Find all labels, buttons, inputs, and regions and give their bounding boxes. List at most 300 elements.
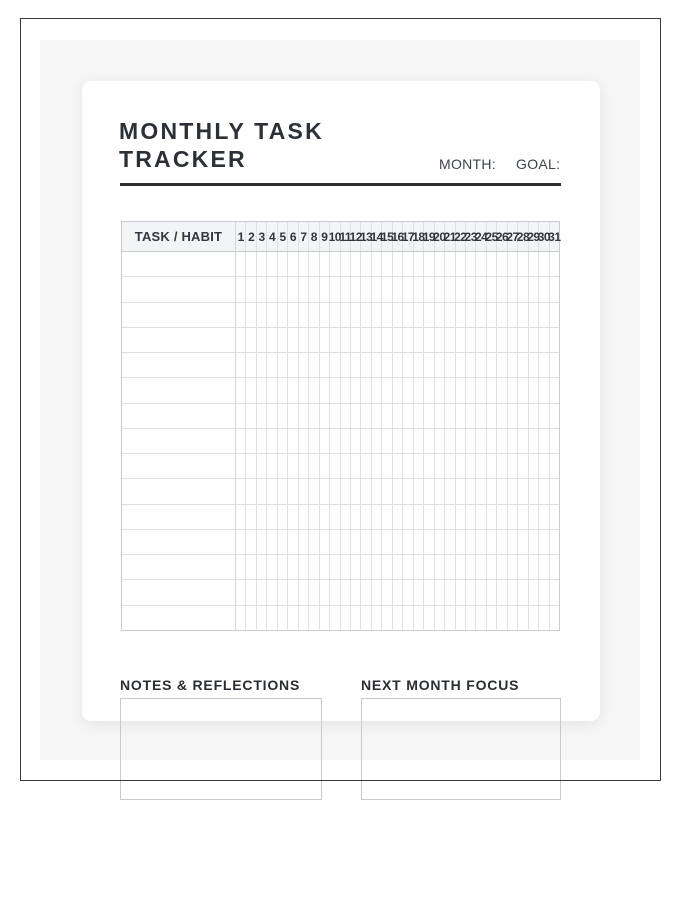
day-cell[interactable] xyxy=(278,479,288,503)
notes-write-box[interactable] xyxy=(120,698,322,800)
day-cell[interactable] xyxy=(456,479,466,503)
day-cell[interactable] xyxy=(435,505,445,529)
day-cell[interactable] xyxy=(497,606,507,630)
day-cell[interactable] xyxy=(361,580,371,604)
day-cell[interactable] xyxy=(476,328,486,352)
day-cell[interactable] xyxy=(299,580,309,604)
day-cell[interactable] xyxy=(518,454,528,478)
day-cell[interactable] xyxy=(351,252,361,276)
day-cell[interactable] xyxy=(320,530,330,554)
day-cell[interactable] xyxy=(309,353,319,377)
day-cell[interactable] xyxy=(487,479,497,503)
day-cell[interactable] xyxy=(550,252,559,276)
day-cell[interactable] xyxy=(497,530,507,554)
day-cell[interactable] xyxy=(476,429,486,453)
day-cell[interactable] xyxy=(372,429,382,453)
day-cell[interactable] xyxy=(508,454,518,478)
day-cell[interactable] xyxy=(424,252,434,276)
day-cell[interactable] xyxy=(435,454,445,478)
day-cell[interactable] xyxy=(257,277,267,301)
day-cell[interactable] xyxy=(299,479,309,503)
day-cell[interactable] xyxy=(278,404,288,428)
day-cell[interactable] xyxy=(246,606,256,630)
day-cell[interactable] xyxy=(372,555,382,579)
day-cell[interactable] xyxy=(288,252,298,276)
day-cell[interactable] xyxy=(539,404,549,428)
day-cell[interactable] xyxy=(351,454,361,478)
day-cell[interactable] xyxy=(414,277,424,301)
day-cell[interactable] xyxy=(393,580,403,604)
next-month-write-box[interactable] xyxy=(361,698,561,800)
day-cell[interactable] xyxy=(382,555,392,579)
day-cell[interactable] xyxy=(403,378,413,402)
day-cell[interactable] xyxy=(539,328,549,352)
day-cell[interactable] xyxy=(246,353,256,377)
day-cell[interactable] xyxy=(550,378,559,402)
day-cell[interactable] xyxy=(445,303,455,327)
day-cell[interactable] xyxy=(361,454,371,478)
day-cell[interactable] xyxy=(497,479,507,503)
day-cell[interactable] xyxy=(361,277,371,301)
day-cell[interactable] xyxy=(382,303,392,327)
day-cell[interactable] xyxy=(497,328,507,352)
day-cell[interactable] xyxy=(299,252,309,276)
day-cell[interactable] xyxy=(435,303,445,327)
day-cell[interactable] xyxy=(487,555,497,579)
day-cell[interactable] xyxy=(278,580,288,604)
day-cell[interactable] xyxy=(341,429,351,453)
day-cell[interactable] xyxy=(497,277,507,301)
day-cell[interactable] xyxy=(257,429,267,453)
day-cell[interactable] xyxy=(435,252,445,276)
day-cell[interactable] xyxy=(246,454,256,478)
day-cell[interactable] xyxy=(351,404,361,428)
day-cell[interactable] xyxy=(550,429,559,453)
day-cell[interactable] xyxy=(403,429,413,453)
day-cell[interactable] xyxy=(278,429,288,453)
day-cell[interactable] xyxy=(445,404,455,428)
day-cell[interactable] xyxy=(518,505,528,529)
day-cell[interactable] xyxy=(278,378,288,402)
day-cell[interactable] xyxy=(487,303,497,327)
day-cell[interactable] xyxy=(403,530,413,554)
day-cell[interactable] xyxy=(341,353,351,377)
day-cell[interactable] xyxy=(382,353,392,377)
day-cell[interactable] xyxy=(456,606,466,630)
day-cell[interactable] xyxy=(382,454,392,478)
day-cell[interactable] xyxy=(267,404,277,428)
day-cell[interactable] xyxy=(278,252,288,276)
day-cell[interactable] xyxy=(288,555,298,579)
day-cell[interactable] xyxy=(382,429,392,453)
day-cell[interactable] xyxy=(497,505,507,529)
day-cell[interactable] xyxy=(539,353,549,377)
day-cell[interactable] xyxy=(267,505,277,529)
day-cell[interactable] xyxy=(539,555,549,579)
day-cell[interactable] xyxy=(466,277,476,301)
day-cell[interactable] xyxy=(372,606,382,630)
day-cell[interactable] xyxy=(424,404,434,428)
day-cell[interactable] xyxy=(382,505,392,529)
day-cell[interactable] xyxy=(341,328,351,352)
day-cell[interactable] xyxy=(456,429,466,453)
day-cell[interactable] xyxy=(435,277,445,301)
day-cell[interactable] xyxy=(257,555,267,579)
day-cell[interactable] xyxy=(466,580,476,604)
day-cell[interactable] xyxy=(414,505,424,529)
day-cell[interactable] xyxy=(518,353,528,377)
day-cell[interactable] xyxy=(435,429,445,453)
day-cell[interactable] xyxy=(382,606,392,630)
day-cell[interactable] xyxy=(403,555,413,579)
day-cell[interactable] xyxy=(309,277,319,301)
day-cell[interactable] xyxy=(267,454,277,478)
day-cell[interactable] xyxy=(550,505,559,529)
day-cell[interactable] xyxy=(361,555,371,579)
day-cell[interactable] xyxy=(539,277,549,301)
day-cell[interactable] xyxy=(320,277,330,301)
day-cell[interactable] xyxy=(320,252,330,276)
day-cell[interactable] xyxy=(393,505,403,529)
day-cell[interactable] xyxy=(361,530,371,554)
day-cell[interactable] xyxy=(466,530,476,554)
day-cell[interactable] xyxy=(466,606,476,630)
day-cell[interactable] xyxy=(330,404,340,428)
day-cell[interactable] xyxy=(466,555,476,579)
day-cell[interactable] xyxy=(320,404,330,428)
day-cell[interactable] xyxy=(341,252,351,276)
day-cell[interactable] xyxy=(466,454,476,478)
day-cell[interactable] xyxy=(382,530,392,554)
day-cell[interactable] xyxy=(299,606,309,630)
day-cell[interactable] xyxy=(299,429,309,453)
day-cell[interactable] xyxy=(299,378,309,402)
day-cell[interactable] xyxy=(435,530,445,554)
day-cell[interactable] xyxy=(257,252,267,276)
day-cell[interactable] xyxy=(529,353,539,377)
day-cell[interactable] xyxy=(288,454,298,478)
day-cell[interactable] xyxy=(529,555,539,579)
day-cell[interactable] xyxy=(518,429,528,453)
task-name-cell[interactable] xyxy=(122,606,236,630)
day-cell[interactable] xyxy=(550,328,559,352)
day-cell[interactable] xyxy=(372,479,382,503)
day-cell[interactable] xyxy=(393,252,403,276)
day-cell[interactable] xyxy=(550,606,559,630)
day-cell[interactable] xyxy=(424,606,434,630)
day-cell[interactable] xyxy=(550,303,559,327)
day-cell[interactable] xyxy=(309,404,319,428)
day-cell[interactable] xyxy=(476,303,486,327)
day-cell[interactable] xyxy=(330,580,340,604)
day-cell[interactable] xyxy=(267,429,277,453)
day-cell[interactable] xyxy=(320,555,330,579)
day-cell[interactable] xyxy=(456,404,466,428)
day-cell[interactable] xyxy=(246,580,256,604)
day-cell[interactable] xyxy=(456,454,466,478)
day-cell[interactable] xyxy=(382,328,392,352)
day-cell[interactable] xyxy=(320,378,330,402)
day-cell[interactable] xyxy=(539,530,549,554)
day-cell[interactable] xyxy=(456,580,466,604)
day-cell[interactable] xyxy=(445,277,455,301)
day-cell[interactable] xyxy=(550,530,559,554)
day-cell[interactable] xyxy=(393,328,403,352)
task-name-cell[interactable] xyxy=(122,555,236,579)
day-cell[interactable] xyxy=(518,303,528,327)
day-cell[interactable] xyxy=(351,479,361,503)
day-cell[interactable] xyxy=(476,378,486,402)
day-cell[interactable] xyxy=(236,353,246,377)
day-cell[interactable] xyxy=(529,505,539,529)
day-cell[interactable] xyxy=(508,252,518,276)
day-cell[interactable] xyxy=(309,530,319,554)
day-cell[interactable] xyxy=(476,479,486,503)
day-cell[interactable] xyxy=(487,277,497,301)
day-cell[interactable] xyxy=(351,378,361,402)
day-cell[interactable] xyxy=(267,328,277,352)
day-cell[interactable] xyxy=(236,277,246,301)
day-cell[interactable] xyxy=(341,606,351,630)
day-cell[interactable] xyxy=(414,303,424,327)
day-cell[interactable] xyxy=(456,328,466,352)
day-cell[interactable] xyxy=(236,378,246,402)
day-cell[interactable] xyxy=(309,505,319,529)
day-cell[interactable] xyxy=(497,378,507,402)
day-cell[interactable] xyxy=(403,277,413,301)
day-cell[interactable] xyxy=(299,505,309,529)
day-cell[interactable] xyxy=(309,378,319,402)
day-cell[interactable] xyxy=(435,378,445,402)
day-cell[interactable] xyxy=(414,252,424,276)
day-cell[interactable] xyxy=(476,505,486,529)
day-cell[interactable] xyxy=(330,479,340,503)
day-cell[interactable] xyxy=(539,505,549,529)
day-cell[interactable] xyxy=(456,303,466,327)
day-cell[interactable] xyxy=(236,606,246,630)
day-cell[interactable] xyxy=(466,404,476,428)
day-cell[interactable] xyxy=(330,530,340,554)
day-cell[interactable] xyxy=(372,328,382,352)
day-cell[interactable] xyxy=(351,429,361,453)
day-cell[interactable] xyxy=(288,404,298,428)
day-cell[interactable] xyxy=(435,404,445,428)
day-cell[interactable] xyxy=(550,454,559,478)
day-cell[interactable] xyxy=(403,606,413,630)
day-cell[interactable] xyxy=(320,303,330,327)
day-cell[interactable] xyxy=(456,353,466,377)
day-cell[interactable] xyxy=(351,606,361,630)
day-cell[interactable] xyxy=(341,580,351,604)
day-cell[interactable] xyxy=(414,328,424,352)
day-cell[interactable] xyxy=(497,404,507,428)
day-cell[interactable] xyxy=(236,404,246,428)
day-cell[interactable] xyxy=(476,277,486,301)
day-cell[interactable] xyxy=(299,277,309,301)
day-cell[interactable] xyxy=(330,328,340,352)
day-cell[interactable] xyxy=(414,378,424,402)
day-cell[interactable] xyxy=(382,404,392,428)
day-cell[interactable] xyxy=(487,378,497,402)
day-cell[interactable] xyxy=(330,454,340,478)
day-cell[interactable] xyxy=(539,429,549,453)
day-cell[interactable] xyxy=(257,303,267,327)
day-cell[interactable] xyxy=(414,404,424,428)
day-cell[interactable] xyxy=(236,555,246,579)
day-cell[interactable] xyxy=(309,328,319,352)
day-cell[interactable] xyxy=(476,404,486,428)
day-cell[interactable] xyxy=(267,303,277,327)
day-cell[interactable] xyxy=(518,252,528,276)
day-cell[interactable] xyxy=(267,277,277,301)
day-cell[interactable] xyxy=(299,530,309,554)
day-cell[interactable] xyxy=(487,328,497,352)
day-cell[interactable] xyxy=(508,555,518,579)
day-cell[interactable] xyxy=(257,505,267,529)
day-cell[interactable] xyxy=(550,479,559,503)
day-cell[interactable] xyxy=(550,580,559,604)
day-cell[interactable] xyxy=(361,479,371,503)
day-cell[interactable] xyxy=(393,454,403,478)
day-cell[interactable] xyxy=(288,277,298,301)
task-name-cell[interactable] xyxy=(122,353,236,377)
day-cell[interactable] xyxy=(424,328,434,352)
day-cell[interactable] xyxy=(508,530,518,554)
day-cell[interactable] xyxy=(278,277,288,301)
day-cell[interactable] xyxy=(278,505,288,529)
day-cell[interactable] xyxy=(456,555,466,579)
day-cell[interactable] xyxy=(382,252,392,276)
day-cell[interactable] xyxy=(456,277,466,301)
day-cell[interactable] xyxy=(288,606,298,630)
day-cell[interactable] xyxy=(539,479,549,503)
day-cell[interactable] xyxy=(341,454,351,478)
day-cell[interactable] xyxy=(236,505,246,529)
day-cell[interactable] xyxy=(403,479,413,503)
day-cell[interactable] xyxy=(341,479,351,503)
day-cell[interactable] xyxy=(351,580,361,604)
day-cell[interactable] xyxy=(288,353,298,377)
day-cell[interactable] xyxy=(341,505,351,529)
day-cell[interactable] xyxy=(236,303,246,327)
day-cell[interactable] xyxy=(246,530,256,554)
day-cell[interactable] xyxy=(351,303,361,327)
day-cell[interactable] xyxy=(476,353,486,377)
day-cell[interactable] xyxy=(393,555,403,579)
day-cell[interactable] xyxy=(414,530,424,554)
day-cell[interactable] xyxy=(466,353,476,377)
day-cell[interactable] xyxy=(246,303,256,327)
day-cell[interactable] xyxy=(309,454,319,478)
day-cell[interactable] xyxy=(309,303,319,327)
day-cell[interactable] xyxy=(403,328,413,352)
day-cell[interactable] xyxy=(341,378,351,402)
day-cell[interactable] xyxy=(382,378,392,402)
day-cell[interactable] xyxy=(299,303,309,327)
day-cell[interactable] xyxy=(330,606,340,630)
day-cell[interactable] xyxy=(278,606,288,630)
day-cell[interactable] xyxy=(309,429,319,453)
day-cell[interactable] xyxy=(236,429,246,453)
day-cell[interactable] xyxy=(435,328,445,352)
day-cell[interactable] xyxy=(529,252,539,276)
day-cell[interactable] xyxy=(278,328,288,352)
day-cell[interactable] xyxy=(476,555,486,579)
day-cell[interactable] xyxy=(330,252,340,276)
day-cell[interactable] xyxy=(372,353,382,377)
day-cell[interactable] xyxy=(257,353,267,377)
day-cell[interactable] xyxy=(456,530,466,554)
day-cell[interactable] xyxy=(288,328,298,352)
day-cell[interactable] xyxy=(278,530,288,554)
day-cell[interactable] xyxy=(393,404,403,428)
day-cell[interactable] xyxy=(539,580,549,604)
day-cell[interactable] xyxy=(414,580,424,604)
day-cell[interactable] xyxy=(529,404,539,428)
day-cell[interactable] xyxy=(320,454,330,478)
day-cell[interactable] xyxy=(476,530,486,554)
day-cell[interactable] xyxy=(257,530,267,554)
day-cell[interactable] xyxy=(278,303,288,327)
day-cell[interactable] xyxy=(320,353,330,377)
day-cell[interactable] xyxy=(445,555,455,579)
day-cell[interactable] xyxy=(539,252,549,276)
day-cell[interactable] xyxy=(445,454,455,478)
day-cell[interactable] xyxy=(372,277,382,301)
day-cell[interactable] xyxy=(445,606,455,630)
day-cell[interactable] xyxy=(393,303,403,327)
day-cell[interactable] xyxy=(403,303,413,327)
day-cell[interactable] xyxy=(351,505,361,529)
day-cell[interactable] xyxy=(403,580,413,604)
day-cell[interactable] xyxy=(246,479,256,503)
day-cell[interactable] xyxy=(403,353,413,377)
day-cell[interactable] xyxy=(466,479,476,503)
day-cell[interactable] xyxy=(414,353,424,377)
day-cell[interactable] xyxy=(299,328,309,352)
day-cell[interactable] xyxy=(361,505,371,529)
day-cell[interactable] xyxy=(518,378,528,402)
day-cell[interactable] xyxy=(361,404,371,428)
day-cell[interactable] xyxy=(393,353,403,377)
day-cell[interactable] xyxy=(424,530,434,554)
task-name-cell[interactable] xyxy=(122,252,236,276)
day-cell[interactable] xyxy=(487,580,497,604)
day-cell[interactable] xyxy=(236,530,246,554)
day-cell[interactable] xyxy=(246,378,256,402)
day-cell[interactable] xyxy=(341,277,351,301)
day-cell[interactable] xyxy=(424,303,434,327)
day-cell[interactable] xyxy=(414,429,424,453)
day-cell[interactable] xyxy=(445,353,455,377)
day-cell[interactable] xyxy=(288,479,298,503)
day-cell[interactable] xyxy=(330,303,340,327)
day-cell[interactable] xyxy=(487,505,497,529)
day-cell[interactable] xyxy=(435,606,445,630)
day-cell[interactable] xyxy=(393,479,403,503)
day-cell[interactable] xyxy=(361,606,371,630)
day-cell[interactable] xyxy=(309,555,319,579)
task-name-cell[interactable] xyxy=(122,530,236,554)
day-cell[interactable] xyxy=(424,479,434,503)
day-cell[interactable] xyxy=(508,277,518,301)
day-cell[interactable] xyxy=(288,580,298,604)
day-cell[interactable] xyxy=(508,378,518,402)
day-cell[interactable] xyxy=(361,303,371,327)
day-cell[interactable] xyxy=(424,505,434,529)
task-name-cell[interactable] xyxy=(122,277,236,301)
day-cell[interactable] xyxy=(529,479,539,503)
